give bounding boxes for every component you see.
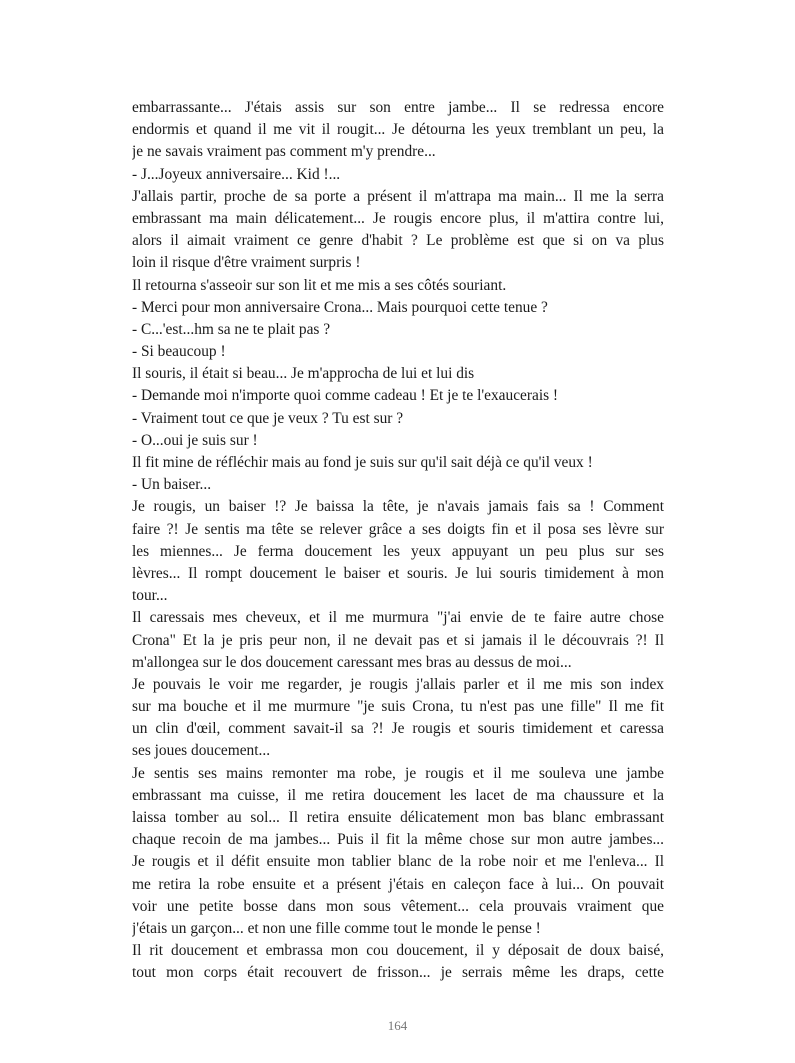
text-line: - O...oui je suis sur ! — [132, 431, 258, 449]
text-line: - Demande moi n'importe quoi comme cadeau ! Et je te l'exaucerais ! — [132, 387, 559, 405]
page-number: 164 — [387, 1018, 408, 1033]
text-line: - J...Joyeux anniversaire... Kid !... — [132, 165, 341, 183]
text-line: alors il aimait vraiment ce genre d'habit ? Le problème est que si on va plus — [132, 232, 664, 250]
text-line: Il fit mine de réfléchir mais au fond je suis sur qu'il sait déjà ce qu'il veux ! — [132, 454, 593, 471]
text-line: Je pouvais le voir me regarder, je rougis j'allais parler et il me mis son index — [132, 675, 664, 693]
text-line: les miennes... Je ferma doucement les yeux appuyant un peu plus sur ses — [132, 542, 664, 560]
text-line: laissa tomber au sol... Il retira ensuite délicatement mon bas blanc embrassant — [132, 809, 664, 826]
text-line: faire ?! Je sentis ma tête se relever grâce a ses doigts fin et il posa ses lèvre sur — [132, 520, 664, 538]
text-line: ses joues doucement... — [132, 742, 271, 760]
text-line: endormis et quand il me vit il rougit... Je détourna les yeux tremblant un peu, la — [132, 121, 664, 139]
text-line: Il souris, il était si beau... Je m'approcha de lui et lui dis — [132, 365, 475, 383]
text-line: - Si beaucoup ! — [132, 343, 226, 361]
text-line: Je rougis et il défit ensuite mon tablier blanc de la robe noir et me l'enleva... Il — [132, 853, 664, 871]
text-line: Il rit doucement et embrassa mon cou doucement, il y déposait de doux baisé, — [132, 942, 664, 960]
text-line: un clin d'œil, comment savait-il sa ?! Je rougis et souris timidement et caressa — [132, 720, 664, 738]
text-line: - C...'est...hm sa ne te plait pas ? — [132, 320, 331, 338]
text-line: embrassant ma main délicatement... Je rougis encore plus, il m'attira contre lui, — [132, 209, 664, 227]
text-line: Il retourna s'asseoir sur son lit et me mis a ses côtés souriant. — [132, 276, 507, 294]
text-line: - Un baiser... — [132, 476, 212, 494]
text-line: je ne savais vraiment pas comment m'y prendre... — [132, 143, 436, 161]
text-line: tour... — [132, 587, 168, 605]
text-line: lèvres... Il rompt doucement le baiser et souris. Je lui souris timidement à mon — [132, 564, 664, 582]
text-line: Il caressais mes cheveux, et il me murmura "j'ai envie de te faire autre chose — [132, 609, 664, 627]
text-line: - Vraiment tout ce que je veux ? Tu est sur ? — [132, 409, 404, 427]
page-body-text — [132, 97, 664, 985]
text-line: tout mon corps était recouvert de frisson... je serrais même les draps, cette — [132, 964, 664, 982]
text-line: m'allongea sur le dos doucement caressant mes bras au dessus de moi... — [132, 653, 572, 671]
text-line: Je rougis, un baiser !? Je baissa la tête, je n'avais jamais fais sa ! Comment — [132, 498, 664, 516]
text-line: J'allais partir, proche de sa porte a présent il m'attrapa ma main... Il me la serra — [132, 187, 664, 205]
text-line: - Merci pour mon anniversaire Crona... Mais pourquoi cette tenue ? — [132, 298, 548, 316]
text-line: embrassant ma cuisse, il me retira doucement les lacet de ma chaussure et la — [132, 786, 664, 804]
text-line: Je sentis ses mains remonter ma robe, je rougis et il me souleva une jambe — [132, 764, 664, 782]
text-line: embarrassante... J'étais assis sur son entre jambe... Il se redressa encore — [132, 99, 664, 116]
text-line: loin il risque d'être vraiment surpris ! — [132, 254, 361, 272]
text-line: j'étais un garçon... et non une fille comme tout le monde le pense ! — [132, 919, 541, 937]
text-line: voir une petite bosse dans mon sous vêtement... cela prouvais vraiment que — [132, 897, 664, 915]
text-line: sur ma bouche et il me murmure "je suis Crona, tu n'est pas une fille" Il me fit — [132, 698, 664, 716]
text-line: Crona" Et la je pris peur non, il ne devait pas et si jamais il le découvrais ?! Il — [132, 631, 664, 649]
text-line: me retira la robe ensuite et a présent j'étais en caleçon face à lui... On pouvait — [132, 875, 664, 893]
text-line: chaque recoin de ma jambes... Puis il fit la même chose sur mon autre jambes... — [132, 831, 664, 849]
